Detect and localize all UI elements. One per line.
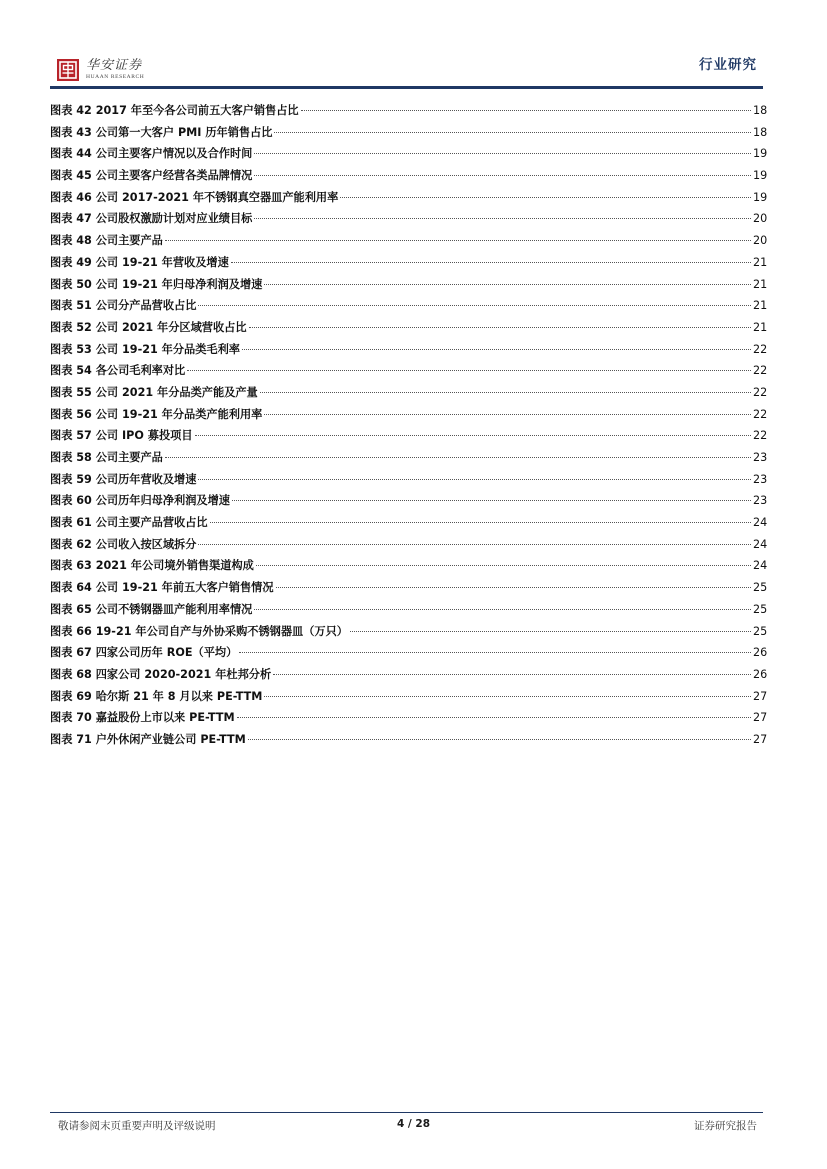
toc-entry[interactable] [50,471,767,493]
footer-report-type: 证券研究报告 [694,1120,757,1132]
dot-leader [239,652,751,653]
dot-leader [256,565,751,566]
toc-entry-page: 19 [753,147,768,161]
dot-leader [198,305,751,306]
toc-entry-page: 22 [753,364,768,378]
toc-entry-title[interactable]: 图表 55 公司 2021 年分品类产能及产量 [50,385,258,399]
toc-entry-page: 23 [753,494,768,508]
toc-entry[interactable] [50,514,767,536]
dot-leader [232,500,751,501]
toc-entry-title[interactable]: 图表 70 嘉益股份上市以来 PE-TTM [50,711,235,725]
dot-leader [274,132,751,133]
dot-leader [340,197,751,198]
toc-entry-title[interactable]: 图表 58 公司主要产品 [50,451,163,464]
toc-entry-title[interactable]: 图表 50 公司 19-21 年归母净利润及增速 [50,277,263,291]
toc-entry-page: 25 [753,602,768,616]
toc-entry-title[interactable]: 图表 47 公司股权激励计划对应业绩目标 [50,212,253,226]
toc-entry-page: 22 [753,407,768,421]
toc-entry-title[interactable]: 图表 42 2017 年至今各公司前五大客户销售占比 [50,104,299,117]
company-logo [56,58,144,82]
page-header [0,0,827,100]
dot-leader [254,609,751,610]
header-divider [50,86,763,89]
dot-leader [254,175,751,176]
toc-entry[interactable] [50,167,767,189]
dot-leader [248,739,751,740]
section-title: 行业研究 [699,57,757,73]
toc-entry-title[interactable]: 图表 68 四家公司 2020-2021 年杜邦分析 [50,667,272,681]
toc-entry[interactable] [50,254,767,276]
dot-leader [210,522,751,523]
toc-entry-title[interactable]: 图表 67 四家公司历年 ROE（平均） [50,646,238,660]
dot-leader [165,457,751,458]
toc-entry-page: 22 [753,385,768,399]
footer-disclaimer: 敬请参阅末页重要声明及评级说明 [58,1120,216,1132]
toc-entry-title[interactable]: 图表 69 哈尔斯 21 年 8 月以来 PE-TTM [50,689,263,703]
toc-entry-page: 23 [753,472,768,486]
page-number: 4 / 28 [396,1118,431,1130]
toc-entry-page: 20 [753,212,768,226]
toc-entry-page: 24 [753,537,768,551]
toc-entry[interactable] [50,709,767,731]
dot-leader [254,153,751,154]
toc-entry-page: 21 [753,299,768,313]
toc-entry-title[interactable]: 图表 65 公司不锈钢器皿产能利用率情况 [50,602,253,616]
toc-entry[interactable] [50,666,767,688]
toc-entry[interactable] [50,276,767,298]
dot-leader [273,674,751,675]
toc-entry[interactable] [50,579,767,601]
toc-entry[interactable] [50,427,767,449]
toc-entry-title[interactable]: 图表 44 公司主要客户情况以及合作时间 [50,147,253,161]
toc-entry-title[interactable]: 图表 66 19-21 年公司自产与外协采购不锈钢器皿（万只） [50,624,348,638]
toc-entry-page: 24 [753,516,768,530]
dot-leader [264,414,751,415]
toc-entry[interactable] [50,688,767,710]
dot-leader [195,435,751,436]
toc-entry[interactable] [50,492,767,514]
toc-entry[interactable] [50,536,767,558]
toc-entry[interactable] [50,731,767,753]
toc-entry-title[interactable]: 图表 49 公司 19-21 年营收及增速 [50,255,229,269]
logo-chinese-name: 华安证券 [86,58,143,74]
dot-leader [249,327,751,328]
toc-entry-title[interactable]: 图表 48 公司主要产品 [50,234,163,248]
toc-entry[interactable] [50,449,767,471]
toc-entry-title[interactable]: 图表 43 公司第一大客户 PMI 历年销售占比 [50,125,273,139]
toc-entry[interactable] [50,124,767,146]
toc-entry[interactable] [50,102,767,124]
toc-entry-page: 22 [753,429,768,443]
dot-leader [260,392,751,393]
toc-entry-title[interactable]: 图表 64 公司 19-21 年前五大客户销售情况 [50,581,274,595]
toc-entry[interactable] [50,623,767,645]
toc-entry-title[interactable]: 图表 57 公司 IPO 募投项目 [50,429,193,443]
toc-entry[interactable] [50,297,767,319]
dot-leader [276,587,751,588]
dot-leader [231,262,751,263]
toc-entry-page: 26 [753,667,768,681]
toc-entry-page: 27 [753,732,768,746]
toc-entry[interactable] [50,384,767,406]
toc-entry-title[interactable]: 图表 56 公司 19-21 年分品类产能利用率 [50,407,263,421]
footer-divider [50,1112,763,1113]
toc-entry-page: 19 [753,190,768,204]
dot-leader [264,284,751,285]
toc-entry[interactable] [50,557,767,579]
toc-entry-title[interactable]: 图表 54 各公司毛利率对比 [50,364,186,378]
toc-entry-page: 19 [753,169,768,183]
toc-entry-page: 25 [753,581,768,595]
toc-entry-title[interactable]: 图表 62 公司收入按区域拆分 [50,537,197,551]
toc-entry[interactable] [50,319,767,341]
toc-entry[interactable] [50,644,767,666]
dot-leader [264,696,751,697]
toc-entry-page: 23 [753,451,768,464]
toc-entry-page: 21 [753,320,768,334]
toc-entry-title[interactable]: 图表 71 户外休闲产业链公司 PE-TTM [50,732,246,746]
toc-entry-title[interactable]: 图表 61 公司主要产品营收占比 [50,516,208,530]
logo-english-name: HUAAN RESEARCH [86,74,145,81]
toc-entry-page: 22 [753,342,768,356]
toc-entry[interactable] [50,406,767,428]
toc-entry-title[interactable]: 图表 52 公司 2021 年分区域营收占比 [50,320,247,334]
toc-entry[interactable] [50,362,767,384]
toc-entry-title[interactable]: 图表 53 公司 19-21 年分品类毛利率 [50,342,240,356]
toc-entry-page: 27 [753,689,768,703]
toc-entry[interactable] [50,189,767,211]
dot-leader [350,631,751,632]
toc-entry-page: 20 [753,234,768,248]
toc-entry-page: 21 [753,277,768,291]
dot-leader [187,370,751,371]
toc-entry-title[interactable]: 图表 46 公司 2017-2021 年不锈钢真空器皿产能利用率 [50,190,339,204]
logo-mark-icon [56,58,80,82]
dot-leader [254,218,751,219]
dot-leader [301,110,751,111]
dot-leader [165,240,751,241]
toc-entry-title[interactable]: 图表 63 2021 年公司境外销售渠道构成 [50,559,254,573]
toc-entry-title[interactable]: 图表 51 公司分产品营收占比 [50,299,197,313]
toc-entry-page: 24 [753,559,768,573]
toc-entry-title[interactable]: 图表 45 公司主要客户经营各类品牌情况 [50,169,253,183]
toc-entry-page: 26 [753,646,768,660]
toc-entry-page: 18 [753,125,768,139]
figure-index-list [50,102,767,753]
dot-leader [198,479,751,480]
toc-entry-page: 21 [753,255,768,269]
toc-entry-page: 27 [753,711,768,725]
dot-leader [198,544,751,545]
toc-entry-title[interactable]: 图表 60 公司历年归母净利润及增速 [50,494,230,508]
toc-entry[interactable] [50,232,767,254]
toc-entry[interactable] [50,601,767,623]
toc-entry[interactable] [50,341,767,363]
dot-leader [237,717,751,718]
toc-entry[interactable] [50,210,767,232]
toc-entry[interactable] [50,145,767,167]
toc-entry-title[interactable]: 图表 59 公司历年营收及增速 [50,472,197,486]
toc-entry-page: 25 [753,624,768,638]
toc-entry-page: 18 [753,104,768,117]
dot-leader [242,349,751,350]
